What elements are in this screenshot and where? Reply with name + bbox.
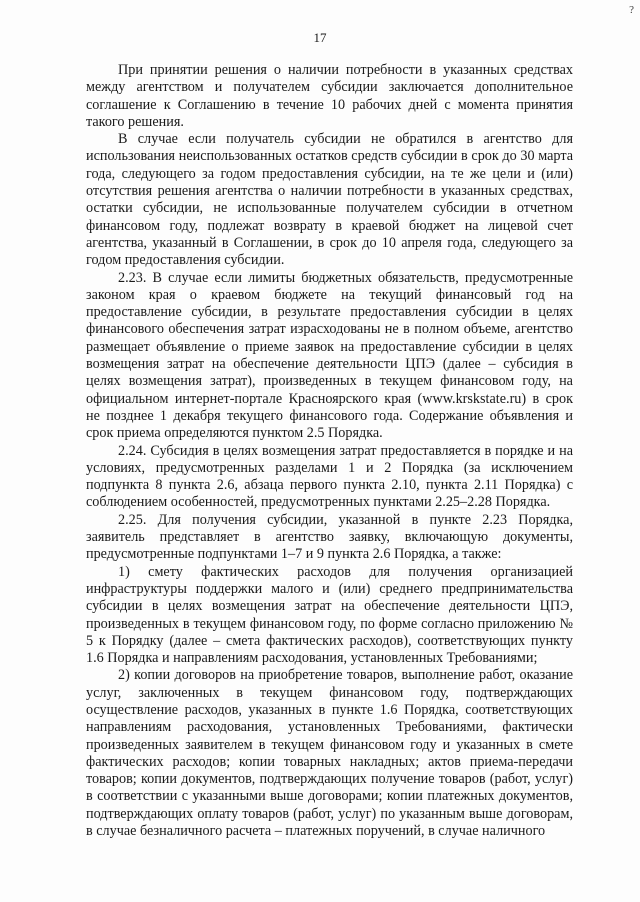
corner-mark: ?: [629, 4, 634, 16]
paragraph-2-24: 2.24. Субсидия в целях возмещения затрат предоставляется в порядке и на условиях, предусмотренных разделами 1 и 2 Порядка (за исключением подпункта 8 пункта 2.6, абзаца первого пункта 2.10, пункта 2.11 Порядка) с соблюдением особенностей, предусмотренных пунктами 2.25–2.28 Порядка.: [86, 442, 573, 511]
paragraph-item-1-estimate: 1) смету фактических расходов для получения организацией инфраструктуры поддержки малого и (или) среднего предпринимательства субсидии в целях возмещения затрат на обеспечение деятельности ЦПЭ, произведенных в текущем финансовом году, по форме согласно приложению № 5 к Порядку (далее – смета фактических расходов), соответствующих пункту 1.6 Порядка и направлениям расходования, установленных Требованиями;: [86, 563, 573, 667]
paragraph-2-25: 2.25. Для получения субсидии, указанной в пункте 2.23 Порядка, заявитель представляет в агентство заявку, включающую документы, предусмотренные подпунктами 1–7 и 9 пункта 2.6 Порядка, а также:: [86, 511, 573, 563]
page-number: 17: [313, 30, 327, 45]
paragraph-subsidy-agreement: При принятии решения о наличии потребности в указанных средствах между агентством и получателем субсидии заключается дополнительное соглашение к Соглашению в течение 10 рабочих дней с момента принятия такого решения.: [86, 62, 573, 130]
document-body: [86, 62, 573, 840]
paragraph-2-23: 2.23. В случае если лимиты бюджетных обязательств, предусмотренные законом края о краевом бюджете на текущий финансовый год на предоставление субсидии, в результате предоставления субсидии в целях финансового обеспечения затрат израсходованы не в полном объеме, агентство размещает объявление о приеме заявок на предоставление субсидии в целях возмещения затрат на обеспечение деятельности ЦПЭ (далее – субсидия в целях возмещения затрат), произведенных в текущем финансовом году, на официальном интернет-портале Красноярского края (www.krskstate.ru) в срок не позднее 1 декабря текущего финансового года. Содержание объявления и срок приема определяются пунктом 2.5 Порядка.: [86, 269, 573, 442]
paragraph-unused-funds-return: В случае если получатель субсидии не обратился в агентство для использования неиспользованных остатков средств субсидии в срок до 30 марта года, следующего за годом предоставления субсидии, на те же цели и (или) отсутствия решения агентства о наличии потребности в указанных средствах, остатки субсидии, не использованные получателем субсидии в отчетном финансовом году, подлежат возврату в краевой бюджет на лицевой счет агентства, указанный в Соглашении, в срок до 10 апреля года, следующего за годом предоставления субсидии.: [86, 131, 573, 269]
paragraph-item-2-contracts: 2) копии договоров на приобретение товаров, выполнение работ, оказание услуг, заключенных в текущем финансовом году, подтверждающих осуществление расходов, указанных в пункте 1.6 Порядка, соответствующих направлениям расходования, установленных Требованиями, фактически произведенных заявителем в текущем финансовом году и указанных в смете фактических расходов; копии товарных накладных; актов приема-передачи товаров; копии документов, подтверждающих получение товаров (работ, услуг) в соответствии с указанными выше договорами; копии платежных документов, подтверждающих оплату товаров (работ, услуг) по указанным выше договорам, в случае безналичного расчета – платежных поручений, в случае наличного: [86, 667, 573, 840]
